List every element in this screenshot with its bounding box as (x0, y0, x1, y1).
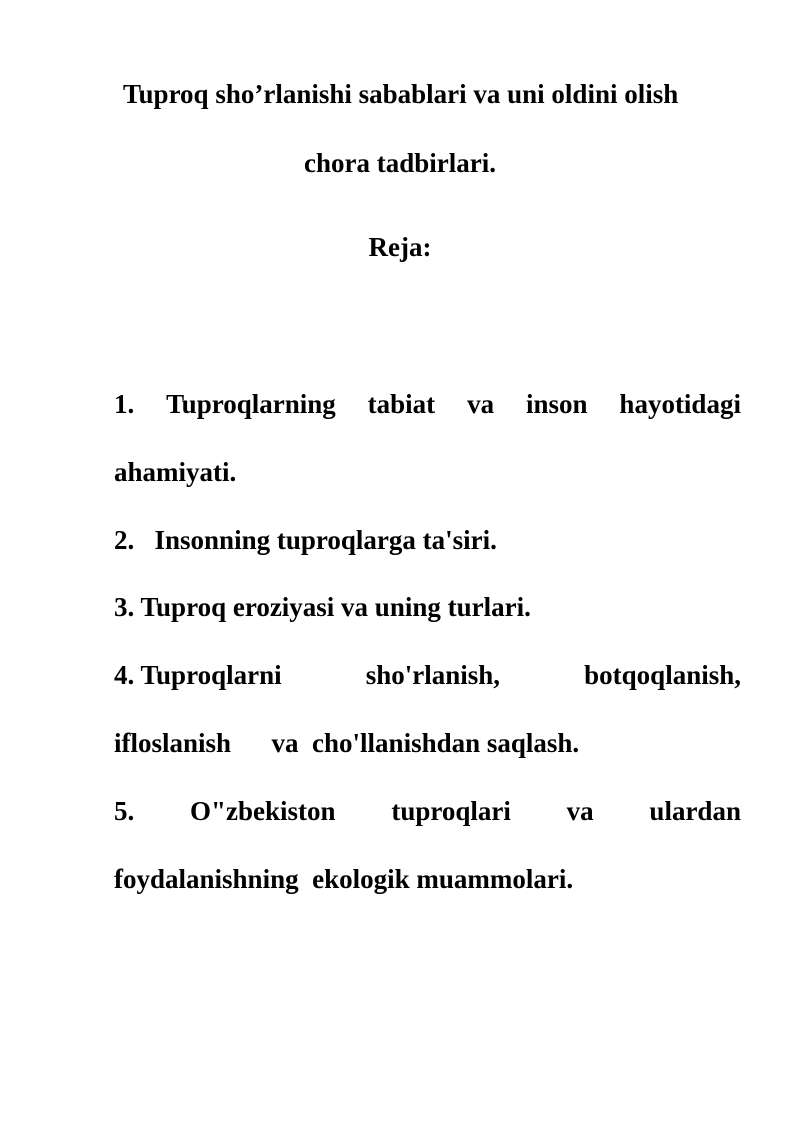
plan-item-3: 3. Tuproq eroziyasi va uning turlari. (114, 592, 531, 622)
plan-item-4-line-2: ifloslanish va cho'llanishdan saqlash. (114, 728, 580, 758)
plan-item-1-word: tabiat (367, 389, 436, 419)
plan-item-5-line-1 (114, 795, 741, 827)
plan-item-1-word: va (467, 389, 495, 419)
plan-item-4-line-1 (114, 659, 741, 691)
plan-item-1-word: Tuproqlarning (166, 389, 336, 419)
document-title-line-1: Tuproq sho’rlanishi sabablari va uni oldini olish (123, 79, 679, 109)
plan-item-5-word: 5. (114, 796, 135, 826)
plan-item-1-word: hayotidagi (619, 389, 741, 419)
plan-item-5-word: ulardan (649, 796, 741, 826)
plan-item-1-word: inson (525, 389, 588, 419)
plan-item-4-word: 4. Tuproqlarni (114, 660, 282, 690)
plan-item-2: 2. Insonning tuproqlarga ta'siri. (114, 525, 497, 555)
plan-item-5-word: O"zbekiston (190, 796, 336, 826)
plan-item-4-word: botqoqlanish, (584, 660, 741, 690)
plan-item-5-line-2: foydalanishning ekologik muammolari. (114, 864, 574, 894)
plan-item-1-line-1 (114, 388, 741, 420)
plan-item-4-word: sho'rlanish, (365, 660, 501, 690)
plan-heading: Reja: (368, 232, 432, 262)
plan-item-1-line-2: ahamiyati. (114, 457, 237, 487)
plan-item-5-word: va (566, 796, 594, 826)
plan-item-5-word: tuproqlari (391, 796, 511, 826)
document-title-line-2: chora tadbirlari. (304, 148, 496, 178)
plan-item-1-word: 1. (114, 389, 135, 419)
